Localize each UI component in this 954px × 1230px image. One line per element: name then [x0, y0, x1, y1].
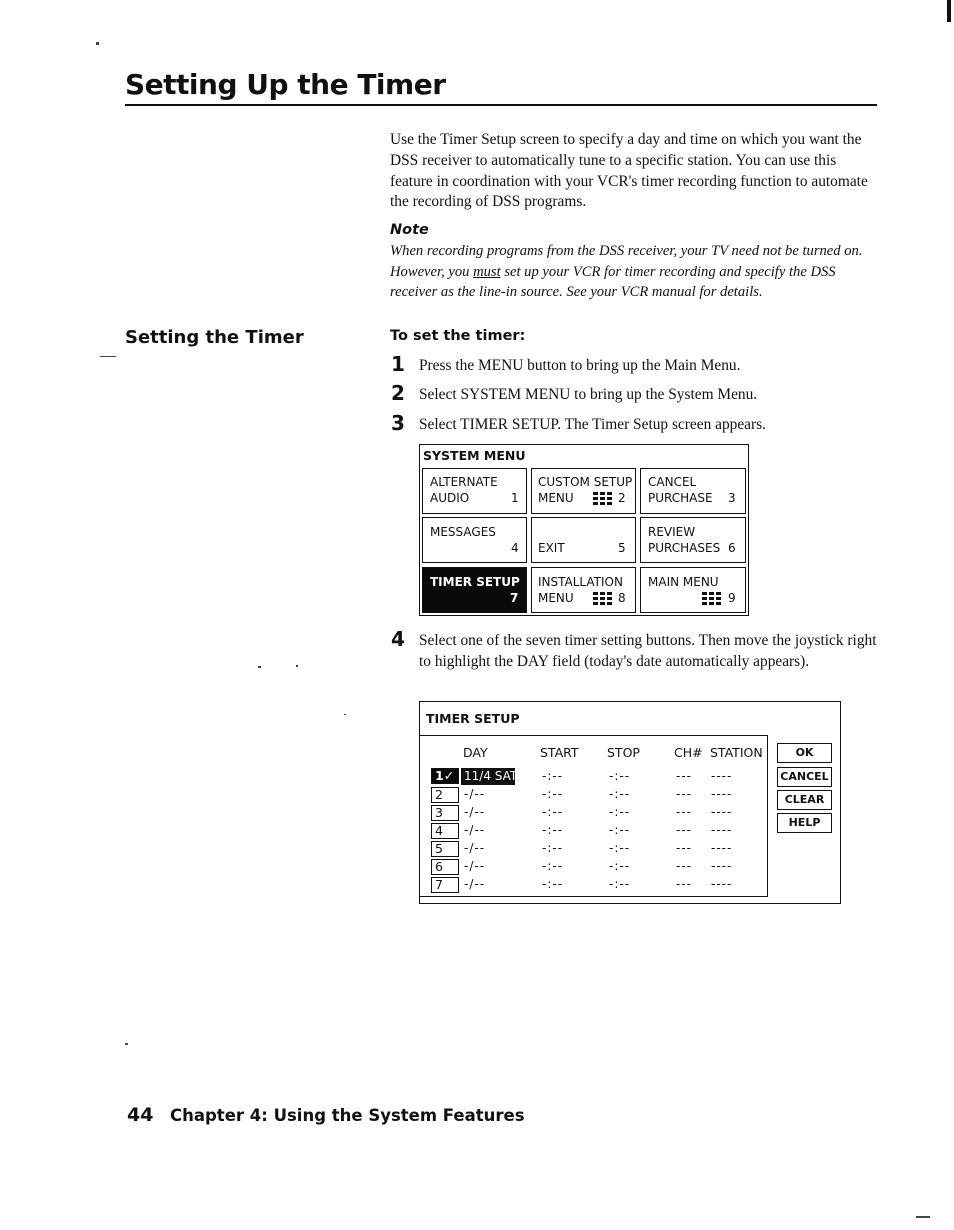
menu-button-number: 3 [728, 491, 736, 505]
scan-speck [916, 1216, 930, 1218]
menu-button-number: 8 [618, 591, 626, 605]
menu-button-label: MENU [538, 491, 574, 505]
menu-button-label: MAIN MENU [648, 575, 719, 589]
chapter-footer: Chapter 4: Using the System Features [170, 1106, 525, 1125]
clear-button[interactable]: CLEAR [777, 790, 832, 810]
menu-button-label: ALTERNATE [430, 475, 498, 489]
column-header-station: STATION [710, 745, 763, 760]
stop-field[interactable]: -:-- [609, 859, 631, 873]
page-number: 44 [127, 1104, 154, 1126]
start-field[interactable]: -:-- [542, 841, 564, 855]
stop-field[interactable]: -:-- [609, 823, 631, 837]
stop-field[interactable]: -:-- [609, 841, 631, 855]
menu-button-main-menu[interactable] [640, 567, 746, 613]
scan-speck [125, 1043, 128, 1045]
ok-button[interactable]: OK [777, 743, 832, 763]
menu-button-exit[interactable] [531, 517, 636, 563]
menu-button-custom-setup[interactable] [531, 468, 636, 514]
step-text: Select SYSTEM MENU to bring up the System Menu. [419, 386, 758, 403]
start-field[interactable]: -:-- [542, 823, 564, 837]
section-heading: Setting the Timer [125, 327, 304, 348]
column-header-stop: STOP [607, 745, 640, 760]
menu-button-label: EXIT [538, 541, 565, 555]
page-title: Setting Up the Timer [125, 68, 446, 101]
step-text: Select TIMER SETUP. The Timer Setup screen appears. [419, 416, 766, 433]
title-rule [125, 104, 877, 106]
cancel-button[interactable]: CANCEL [777, 767, 832, 787]
channel-field[interactable]: --- [676, 823, 692, 837]
menu-button-number: 2 [618, 491, 626, 505]
day-field[interactable]: -/-- [464, 841, 486, 855]
procedure-heading: To set the timer: [390, 328, 526, 344]
channel-field[interactable]: --- [676, 877, 692, 891]
timer-slot-number: 7 [435, 877, 443, 892]
timer-slot-button-3[interactable] [431, 805, 459, 821]
menu-button-label: REVIEW [648, 525, 696, 539]
start-field[interactable]: -:-- [542, 787, 564, 801]
start-field[interactable]: -:-- [542, 877, 564, 891]
day-field[interactable]: -/-- [464, 787, 486, 801]
menu-button-installation-menu[interactable] [531, 567, 636, 613]
channel-field[interactable]: --- [676, 859, 692, 873]
station-field[interactable]: ---- [711, 787, 733, 801]
menu-button-label: AUDIO [430, 491, 470, 505]
timer-slot-button-1[interactable] [431, 768, 459, 784]
menu-button-label: PURCHASES [648, 541, 721, 555]
start-field[interactable]: -:-- [542, 769, 564, 783]
timer-slot-number: 1✓ [435, 768, 455, 783]
menu-button-review-purchases[interactable] [640, 517, 746, 563]
step-number: 4 [391, 627, 405, 651]
intro-paragraph: Use the Timer Setup screen to specify a day and time on which you want the DSS receiver to automatically tune to a specific station. You can use this feature in coordination with your VCR's timer recording function to automate the recording of DSS programs. [390, 131, 868, 211]
column-header-start: START [540, 745, 579, 760]
menu-button-label: INSTALLATION [538, 575, 623, 589]
day-field[interactable]: -/-- [464, 877, 486, 891]
scan-speck [96, 42, 99, 45]
step-text: Select one of the seven timer setting buttons. Then move the joystick right to highlight the DAY field (today's date automatically appears). [419, 632, 877, 670]
menu-button-number: 5 [618, 541, 626, 555]
station-field[interactable]: ---- [711, 877, 733, 891]
column-header-channel: CH# [674, 745, 703, 760]
start-field[interactable]: -:-- [542, 859, 564, 873]
step-number: 3 [391, 411, 405, 435]
day-field[interactable]: -/-- [464, 823, 486, 837]
submenu-grid-icon [593, 492, 612, 505]
timer-slot-button-5[interactable] [431, 841, 459, 857]
channel-field[interactable]: --- [676, 787, 692, 801]
menu-button-label: MESSAGES [430, 525, 496, 539]
menu-button-number: 9 [728, 591, 736, 605]
timer-slot-button-7[interactable] [431, 877, 459, 893]
note-text-must: must [473, 263, 501, 280]
station-field[interactable]: ---- [711, 823, 733, 837]
column-header-day: DAY [463, 745, 488, 760]
timer-slot-button-2[interactable] [431, 787, 459, 803]
timer-slot-number: 2 [435, 787, 443, 802]
day-field-highlighted[interactable]: 11/4 SAT [461, 768, 515, 785]
menu-button-number: 4 [511, 541, 519, 555]
menu-button-cancel-purchase[interactable] [640, 468, 746, 514]
channel-field[interactable]: --- [676, 841, 692, 855]
system-menu-title: SYSTEM MENU [423, 448, 526, 463]
submenu-grid-icon [702, 592, 721, 605]
menu-button-label: CUSTOM SETUP [538, 475, 633, 489]
timer-slot-number: 5 [435, 841, 443, 856]
note-text [390, 241, 880, 303]
help-button[interactable]: HELP [777, 813, 832, 833]
timer-slot-number: 3 [435, 805, 443, 820]
menu-button-label: MENU [538, 591, 574, 605]
menu-button-messages[interactable] [422, 517, 527, 563]
menu-button-label: PURCHASE [648, 491, 713, 505]
note-text-part-b: set up your VCR for timer recording and specify the DSS receiver as the line-in source. See your VCR manual for details. [390, 263, 836, 301]
stop-field[interactable]: -:-- [609, 787, 631, 801]
note-text-part-a: When recording programs from the DSS receiver, your TV need not be turned on. However, you [390, 243, 863, 280]
channel-field[interactable]: --- [676, 769, 692, 783]
timer-slot-button-6[interactable] [431, 859, 459, 875]
start-field[interactable]: -:-- [542, 805, 564, 819]
scan-speck [100, 356, 116, 357]
step-text: Press the MENU button to bring up the Main Menu. [419, 357, 741, 374]
menu-button-number: 7 [510, 591, 519, 605]
scan-speck [258, 666, 261, 668]
timer-slot-number: 6 [435, 859, 443, 874]
timer-slot-number: 4 [435, 823, 443, 838]
day-field[interactable]: -/-- [464, 805, 486, 819]
timer-slot-button-4[interactable] [431, 823, 459, 839]
day-field[interactable]: -/-- [464, 859, 486, 873]
station-field[interactable]: ---- [711, 859, 733, 873]
scan-speck [344, 714, 346, 715]
stop-field[interactable]: -:-- [609, 877, 631, 891]
menu-button-label: CANCEL [648, 475, 697, 489]
page-edge-mark [947, 0, 951, 22]
note-label: Note [390, 222, 429, 238]
menu-button-timer-setup[interactable] [422, 567, 527, 613]
station-field[interactable]: ---- [711, 841, 733, 855]
submenu-grid-icon [593, 592, 612, 605]
step-number: 1 [391, 352, 405, 376]
stop-field[interactable]: -:-- [609, 805, 631, 819]
channel-field[interactable]: --- [676, 805, 692, 819]
menu-button-number: 1 [511, 491, 519, 505]
timer-setup-title: TIMER SETUP [426, 711, 520, 726]
menu-button-number: 6 [728, 541, 736, 555]
station-field[interactable]: ---- [711, 769, 733, 783]
menu-button-alternate-audio[interactable] [422, 468, 527, 514]
menu-button-label: TIMER SETUP [430, 575, 520, 589]
station-field[interactable]: ---- [711, 805, 733, 819]
stop-field[interactable]: -:-- [609, 769, 631, 783]
step-number: 2 [391, 381, 405, 405]
scan-speck [296, 665, 298, 667]
